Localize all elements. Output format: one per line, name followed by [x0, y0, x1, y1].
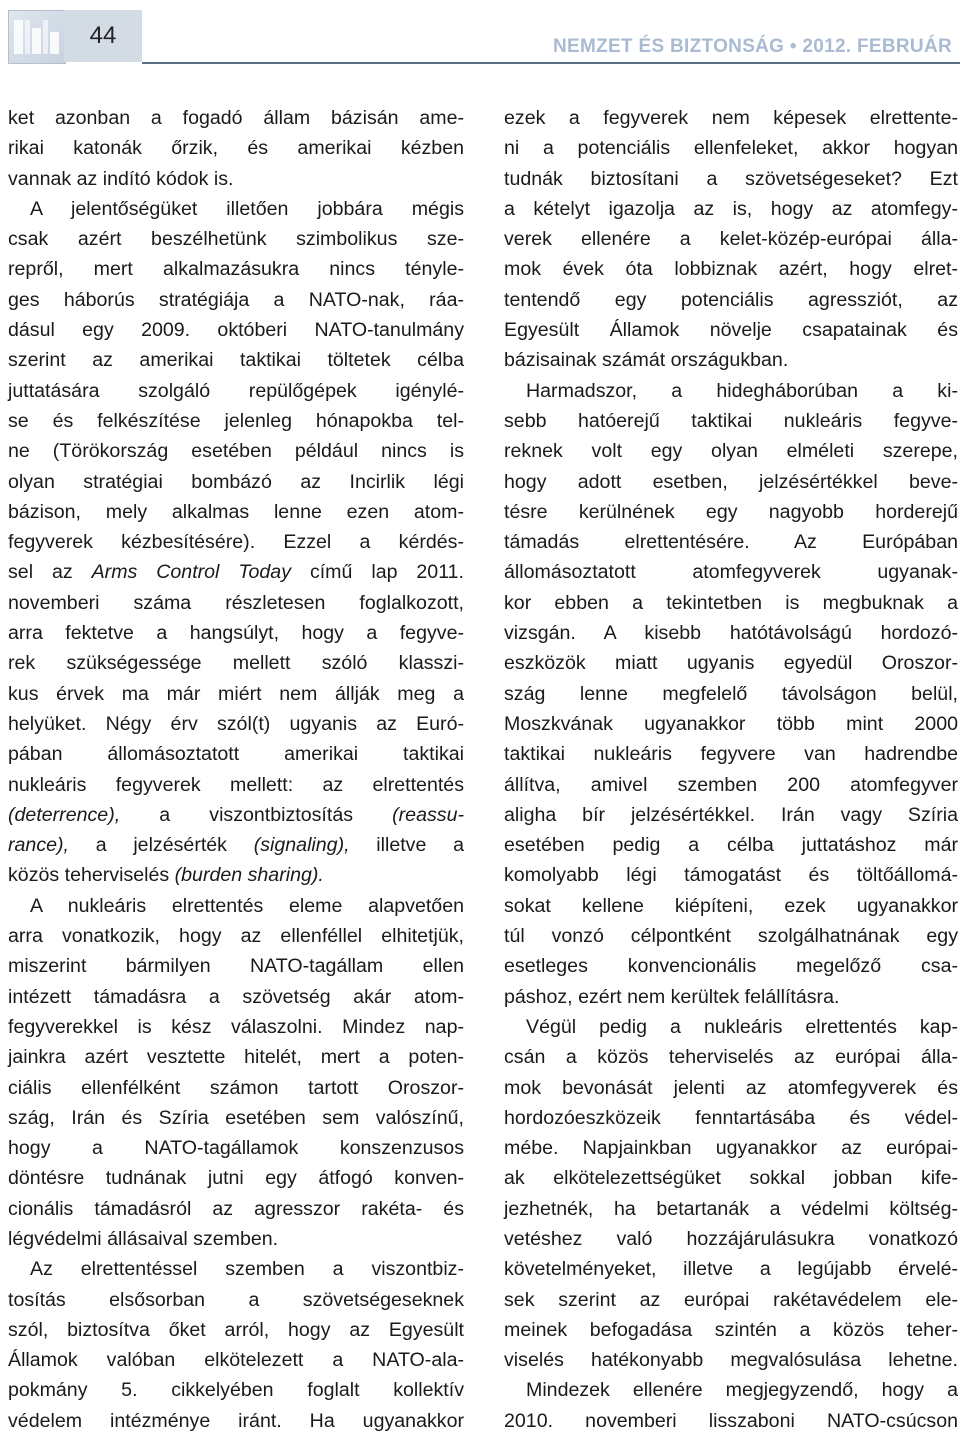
italic-text: Arms Control Today — [91, 561, 292, 584]
text-span: sebb hatóerejű taktikai nukleáris fegyve- — [504, 409, 958, 432]
publication-logo-icon — [12, 14, 62, 60]
text-span: A nukleáris elrettentés eleme alapvetően — [30, 894, 464, 917]
text-line — [504, 254, 958, 284]
text-span: viselés hatékonyabb megvalósulása lehetne. — [504, 1349, 958, 1372]
text-line — [504, 497, 958, 527]
text-span: a kételyt igazolja az is, hogy az atomfegy- — [504, 197, 958, 220]
text-span: eszközök miatt ugyanis egyedül Oroszor- — [504, 652, 958, 675]
text-span: című lap 2011. — [291, 561, 464, 584]
text-line — [8, 1345, 464, 1375]
text-span: állítva, amivel szemben 200 atomfegyver — [504, 773, 958, 796]
text-span: dásul egy 2009. októberi NATO-tanulmány — [8, 319, 464, 342]
text-span: közös teherviselés — [8, 864, 175, 887]
text-span: vizsgán. A kisebb hatótávolságú hordozó- — [504, 622, 958, 645]
text-line — [504, 1163, 958, 1193]
text-line — [8, 921, 464, 951]
text-line — [8, 1406, 464, 1436]
text-span: bázisainak számát országukban. — [504, 349, 789, 372]
text-line — [504, 982, 958, 1012]
text-line — [8, 285, 464, 315]
text-span: arra fektetve a hangsúlyt, hogy a fegyve- — [8, 622, 464, 645]
text-line — [8, 1133, 464, 1163]
text-line — [504, 588, 958, 618]
text-line — [8, 679, 464, 709]
text-span: tentendő egy potenciális agressziót, az — [504, 288, 958, 311]
text-span: repről, mert alkalmazásukra nincs tényle- — [8, 258, 464, 281]
text-line — [8, 648, 464, 678]
text-line — [504, 1254, 958, 1284]
text-span: ket azonban a fogadó állam bázisán ame- — [8, 107, 464, 129]
text-line — [504, 376, 958, 406]
text-line — [8, 224, 464, 254]
text-line — [504, 315, 958, 345]
text-span: támadás elrettentésére. Az Európában — [504, 531, 958, 554]
text-line — [504, 770, 958, 800]
text-span: ak elkötelezettségüket sokkal jobban kife- — [504, 1167, 958, 1190]
text-line — [504, 1012, 958, 1042]
text-span: állomásoztatott atomfegyverek ugyanak- — [504, 561, 958, 584]
text-line — [504, 1103, 958, 1133]
text-line — [8, 1315, 464, 1345]
text-span: 2010. novemberi lisszaboni NATO-csúcson — [504, 1409, 958, 1432]
left-text-column — [8, 103, 464, 1436]
text-line — [8, 1163, 464, 1193]
italic-text: (deterrence), — [8, 803, 121, 826]
text-line — [504, 406, 958, 436]
text-line — [8, 800, 464, 830]
text-span: szerint az amerikai taktikai töltetek célba — [8, 349, 464, 372]
text-span: légvédelmi állásaival szemben. — [8, 1227, 279, 1250]
text-span: A jelentőségüket illetően jobbára mégis — [30, 197, 464, 220]
text-span: miszerint bármilyen NATO-tagállam ellen — [8, 955, 464, 978]
text-span: tésre kerülnének egy nagyobb horderejű — [504, 500, 958, 523]
text-line — [504, 1285, 958, 1315]
text-span: se és felkészítése jelenleg hónapokba tel- — [8, 409, 464, 432]
text-span: hogy adott esetben, jelzésértékkel beve- — [504, 470, 958, 493]
text-span: tudnák biztosítani a szövetségeseket? Ezt — [504, 167, 958, 190]
running-head: NEMZET ÉS BIZTONSÁG • 2012. FEBRUÁR — [553, 36, 952, 57]
header-rule — [142, 62, 960, 64]
text-line — [504, 1224, 958, 1254]
text-line — [8, 254, 464, 284]
text-span: kus érvek ma már miért nem állják meg a — [8, 682, 464, 705]
text-span: jezhetnék, ha betartanák a védelmi költség- — [504, 1197, 958, 1220]
text-line — [8, 467, 464, 497]
text-span: döntésre tudnának jutni egy átfogó konven- — [8, 1167, 464, 1190]
text-line — [504, 1375, 958, 1405]
text-span: fegyverek kézbesítésére). Ezzel a kérdés- — [8, 531, 464, 554]
text-span: szág, Irán és Szíria esetében sem valószínű, — [8, 1106, 464, 1129]
text-line — [504, 1073, 958, 1103]
text-line — [504, 1315, 958, 1345]
text-span: meinek befogadása szintén a közös teher- — [504, 1318, 958, 1341]
text-span: ezek a fegyverek nem képesek elrettente- — [504, 107, 958, 129]
text-span: sel az — [8, 561, 92, 584]
text-line — [8, 860, 464, 890]
text-line — [504, 133, 958, 163]
text-line — [504, 709, 958, 739]
text-span: pában állomásoztatott amerikai taktikai — [8, 743, 464, 766]
text-line — [504, 285, 958, 315]
text-line — [8, 133, 464, 163]
text-line — [504, 1406, 958, 1436]
text-span: illetve a — [349, 834, 464, 857]
text-line — [8, 891, 464, 921]
text-line — [504, 194, 958, 224]
text-span: mok bevonását jelenti az atomfegyverek és — [504, 1076, 958, 1099]
text-span: ni a potenciális ellenfeleket, akkor hogyan — [504, 137, 958, 160]
text-line — [504, 1194, 958, 1224]
text-line — [8, 376, 464, 406]
text-span: ne (Törökország esetében például nincs is — [8, 440, 464, 463]
text-line — [8, 618, 464, 648]
text-line — [504, 800, 958, 830]
text-span: csak azért beszélhetünk szimbolikus sze- — [8, 228, 464, 251]
text-line — [8, 1012, 464, 1042]
text-span: helyüket. Négy érv szól(t) ugyanis az Euró- — [8, 712, 464, 735]
text-line — [504, 739, 958, 769]
text-line — [8, 406, 464, 436]
text-line — [8, 1194, 464, 1224]
text-span: Végül pedig a nukleáris elrettentés kap- — [526, 1015, 958, 1038]
text-span: komolyabb légi támogatást és töltőállomá- — [504, 864, 958, 887]
text-span: szól, biztosítva őket arról, hogy az Egyesült — [8, 1318, 464, 1341]
text-span: szág lenne megfelelő távolságon belül, — [504, 682, 958, 705]
text-span: bázison, mely alkalmas lenne ezen atom- — [8, 500, 464, 523]
text-span: mok évek óta lobbiznak azért, hogy elret- — [504, 258, 958, 281]
text-span: verek ellenére a kelet-közép-európai álla- — [504, 228, 958, 251]
text-span: rikai katonák őrzik, és amerikai kézben — [8, 137, 464, 160]
text-line — [504, 921, 958, 951]
text-span: ges háborús stratégiája a NATO-nak, ráa- — [8, 288, 464, 311]
text-line — [8, 557, 464, 587]
text-line — [504, 679, 958, 709]
text-span: jainkra azért vesztette hitelét, mert a poten- — [8, 1046, 464, 1069]
text-line — [504, 830, 958, 860]
text-line — [8, 1254, 464, 1284]
italic-text: (reassu- — [392, 803, 464, 826]
text-span: Moszkvának ugyanakkor több mint 2000 — [504, 712, 958, 735]
text-line — [504, 860, 958, 890]
text-line — [8, 315, 464, 345]
text-span: pokmány 5. cikkelyében foglalt kollektív — [8, 1379, 464, 1402]
page-number: 44 — [89, 22, 117, 49]
italic-text: (signaling), — [253, 834, 350, 857]
italic-text: (burden sharing). — [174, 864, 324, 887]
text-line — [8, 770, 464, 800]
text-span: a jelzésérték — [68, 834, 254, 857]
text-span: sokat kellene kiépíteni, ezek ugyanakkor — [504, 894, 958, 917]
text-span: Egyesült Államok növelje csapatainak és — [504, 319, 958, 342]
text-line — [8, 709, 464, 739]
text-span: juttatására szolgáló repülőgépek igénylé- — [8, 379, 464, 402]
text-span: nukleáris fegyverek mellett: az elrettentés — [8, 773, 464, 796]
text-span: páshoz, ezért nem kerültek felállításra. — [504, 985, 840, 1008]
text-span: tosítás elsősorban a szövetségeseknek — [8, 1288, 464, 1311]
text-span: Az elrettentéssel szemben a viszontbiz- — [30, 1258, 464, 1281]
page-number-box — [64, 10, 142, 62]
text-line — [8, 830, 464, 860]
text-line — [8, 1375, 464, 1405]
text-line — [504, 467, 958, 497]
text-line — [504, 103, 958, 133]
text-span: sek szerint az európai rakétavédelem ele- — [504, 1288, 958, 1311]
text-span: ciális ellenfélként számon tartott Oroszor- — [8, 1076, 464, 1099]
text-line — [504, 557, 958, 587]
text-line — [8, 982, 464, 1012]
text-span: vetéshez való hozzájárulásukra vonatkozó — [504, 1227, 958, 1250]
text-line — [504, 1042, 958, 1072]
text-span: arra vonatkozik, hogy az ellenféllel elhitetjük, — [8, 925, 464, 948]
text-span: intézett támadásra a szövetség akár atom- — [8, 985, 464, 1008]
text-line — [8, 951, 464, 981]
text-line — [504, 648, 958, 678]
text-line — [8, 527, 464, 557]
text-span: fegyverekkel is kész válaszolni. Mindez nap- — [8, 1015, 464, 1038]
text-span: Harmadszor, a hidegháborúban a ki- — [526, 379, 958, 402]
publication-logo — [8, 10, 66, 64]
text-span: védelem intézménye iránt. Ha ugyanakkor — [8, 1409, 464, 1432]
text-line — [8, 164, 464, 194]
text-line — [504, 618, 958, 648]
text-span: aligha bír jelzésértékkel. Irán vagy Szíria — [504, 803, 958, 826]
page-header — [0, 0, 960, 66]
text-line — [8, 1073, 464, 1103]
text-line — [8, 345, 464, 375]
text-span: Mindezek ellenére megjegyzendő, hogy a — [526, 1379, 958, 1402]
text-span: hordozóeszközeik fenntartásába és védel- — [504, 1106, 958, 1129]
text-span: mébe. Napjainkban ugyanakkor az európai- — [504, 1137, 958, 1160]
text-line — [504, 436, 958, 466]
text-span: reknek volt egy olyan elméleti szerepe, — [504, 440, 958, 463]
text-span: cionális támadásról az agresszor rakéta- és — [8, 1197, 464, 1220]
text-span: esetében pedig a célba juttatáshoz már — [504, 834, 958, 857]
text-line — [8, 1224, 464, 1254]
text-span: vannak az indító kódok is. — [8, 167, 234, 190]
text-line — [8, 1103, 464, 1133]
text-span: olyan stratégiai bombázó az Incirlik légi — [8, 470, 464, 493]
text-span: taktikai nukleáris fegyvere van hadrendbe — [504, 743, 958, 766]
text-line — [8, 1285, 464, 1315]
text-span: novemberi száma részletesen foglalkozott, — [8, 591, 464, 614]
text-span: csán a közös teherviselés az európai álla- — [504, 1046, 958, 1069]
text-line — [504, 345, 958, 375]
text-line — [8, 436, 464, 466]
text-line — [8, 103, 464, 133]
text-span: rek szükségessége mellett szóló klasszi- — [8, 652, 464, 675]
right-text-column — [504, 103, 958, 1436]
text-span: esetleges konvencionális megelőző csa- — [504, 955, 958, 978]
text-line — [8, 588, 464, 618]
text-line — [504, 951, 958, 981]
text-span: túl vonzó célpontként szolgálhatnának egy — [504, 925, 958, 948]
text-line — [504, 224, 958, 254]
text-span: Államok valóban elkötelezett a NATO-ala- — [8, 1349, 464, 1372]
italic-text: rance), — [8, 834, 69, 857]
text-line — [504, 164, 958, 194]
text-span: követelményeket, illetve a legújabb érvelé- — [504, 1258, 958, 1281]
text-line — [504, 1345, 958, 1375]
text-line — [8, 497, 464, 527]
text-span: kor ebben a tekintetben is megbuknak a — [504, 591, 958, 614]
text-line — [8, 1042, 464, 1072]
text-line — [8, 739, 464, 769]
text-line — [504, 1133, 958, 1163]
text-line — [8, 194, 464, 224]
text-line — [504, 527, 958, 557]
text-span: hogy a NATO-tagállamok konszenzusos — [8, 1137, 464, 1160]
text-span: a viszontbiztosítás — [120, 803, 393, 826]
text-line — [504, 891, 958, 921]
